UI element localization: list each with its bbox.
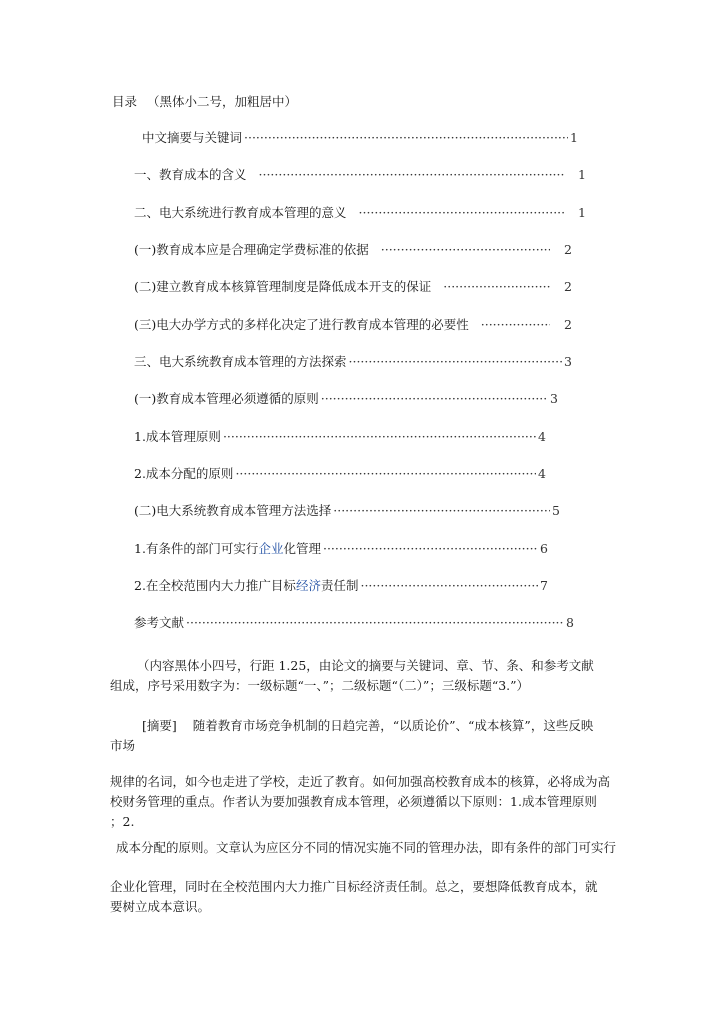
toc-leader [235, 466, 536, 482]
abstract-line-8: 要树立成本意识。 [110, 899, 211, 914]
toc-label: 一、教育成本的含义 [134, 167, 247, 182]
toc-entry-chapter-2[interactable] [134, 205, 586, 221]
abstract-line-1: 随着教育市场竞争机制的日趋完善，“以质论价”、“成本核算”，这些反映 [192, 718, 594, 733]
toc-entry-abstract[interactable] [142, 130, 578, 146]
toc-entry-item-3-1-2[interactable] [134, 466, 546, 482]
toc-label: (二)建立教育成本核算管理制度是降低成本开支的保证 [134, 279, 432, 294]
abstract-line-4: 校财务管理的重点。作者认为要加强教育成本管理，必须遵循以下原则：1.成本管理原则 [110, 794, 597, 809]
format-note-line-2: 组成，序号采用数字为：一级标题“一、”；二级标题“（二）”；三级标题“3.”） [110, 678, 530, 693]
abstract-body-3 [110, 877, 620, 917]
toc-entry-item-3-2-2[interactable] [134, 578, 548, 594]
abstract-line-5: ；2. [110, 814, 135, 829]
toc-leader [359, 205, 565, 221]
toc-page-number: 2 [564, 242, 572, 257]
toc-page-number: 1 [578, 167, 586, 182]
toc-page-number: 3 [550, 391, 558, 406]
toc-label: 1.成本管理原则 [134, 429, 221, 444]
toc-leader [349, 354, 563, 370]
toc-heading-note: （黑体小二号，加粗居中） [147, 94, 298, 109]
abstract-line-3: 规律的名词，如今也走进了学校，走近了教育。如何加强高校教育成本的核算，必将成为高 [110, 774, 611, 789]
abstract-line-6: 成本分配的原则。文章认为应区分不同的情况实施不同的管理办法，即有条件的部门可实行 [116, 840, 617, 855]
toc-entry-section-3-1[interactable] [134, 391, 558, 407]
toc-entry-section-3-2[interactable] [134, 503, 560, 519]
toc-leader [443, 279, 550, 295]
abstract-line-7: 企业化管理，同时在全校范围内大力推广目标经济责任制。总之，要想降低教育成本，就 [110, 879, 598, 894]
toc-label: 1.有条件的部门可实行企业化管理 [134, 541, 321, 556]
toc-heading [112, 94, 297, 110]
hyperlink-economy[interactable]: 经济 [295, 578, 321, 593]
toc-label: (三)电大办学方式的多样化决定了进行教育成本管理的必要性 [134, 317, 469, 332]
toc-entry-references[interactable] [134, 615, 574, 631]
toc-leader [186, 615, 564, 631]
toc-label: 二、电大系统进行教育成本管理的意义 [134, 205, 347, 220]
toc-leader [259, 167, 565, 183]
toc-label: 2.在全校范围内大力推广目标经济责任制 [134, 578, 359, 593]
abstract-line-2: 市场 [110, 738, 136, 753]
toc-title: 目录 [112, 94, 138, 109]
toc-label: 2.成本分配的原则 [134, 466, 234, 481]
toc-page-number: 8 [566, 615, 574, 630]
toc-page-number: 1 [578, 205, 586, 220]
toc-leader [244, 130, 568, 146]
toc-page-number: 4 [538, 466, 546, 481]
toc-page-number: 2 [564, 317, 572, 332]
toc-entry-chapter-1[interactable] [134, 167, 586, 183]
toc-page-number: 2 [564, 279, 572, 294]
toc-label: (一)教育成本管理必须遵循的原则 [134, 391, 319, 406]
toc-entry-item-3-2-1[interactable] [134, 541, 548, 557]
abstract-body [110, 772, 620, 832]
abstract-body-2 [116, 838, 616, 858]
toc-leader [333, 503, 550, 519]
toc-entry-section-2-1[interactable] [134, 242, 572, 258]
toc-entry-section-2-2[interactable] [134, 279, 572, 295]
format-note-line-1: （内容黑体小四号，行距 1.25，由论文的摘要与关键词、章、节、条、和参考文献 [137, 658, 594, 673]
toc-leader [323, 541, 538, 557]
toc-entry-item-3-1-1[interactable] [134, 429, 546, 445]
toc-label: 中文摘要与关键词 [142, 130, 243, 145]
toc-page-number: 3 [564, 354, 572, 369]
toc-page-number: 5 [552, 503, 560, 518]
toc-leader [321, 391, 548, 407]
abstract-label: [摘要] [142, 718, 177, 733]
toc-page-number: 4 [538, 429, 546, 444]
toc-label: (一)教育成本应是合理确定学费标准的依据 [134, 242, 369, 257]
toc-label: 三、电大系统教育成本管理的方法探索 [134, 354, 347, 369]
toc-label: (二)电大系统教育成本管理方法选择 [134, 503, 332, 518]
toc-label: 参考文献 [134, 615, 185, 630]
toc-entry-section-2-3[interactable] [134, 317, 572, 333]
toc-page-number: 6 [540, 541, 548, 556]
format-note [110, 656, 610, 696]
hyperlink-enterprise[interactable]: 企业 [258, 541, 284, 556]
toc-leader [360, 578, 538, 594]
toc-entry-chapter-3[interactable] [134, 354, 572, 370]
toc-leader [223, 429, 536, 445]
toc-page-number: 1 [570, 130, 578, 145]
toc-page-number: 7 [540, 578, 548, 593]
toc-leader [381, 242, 550, 258]
abstract [110, 716, 610, 756]
toc-leader [481, 317, 550, 333]
